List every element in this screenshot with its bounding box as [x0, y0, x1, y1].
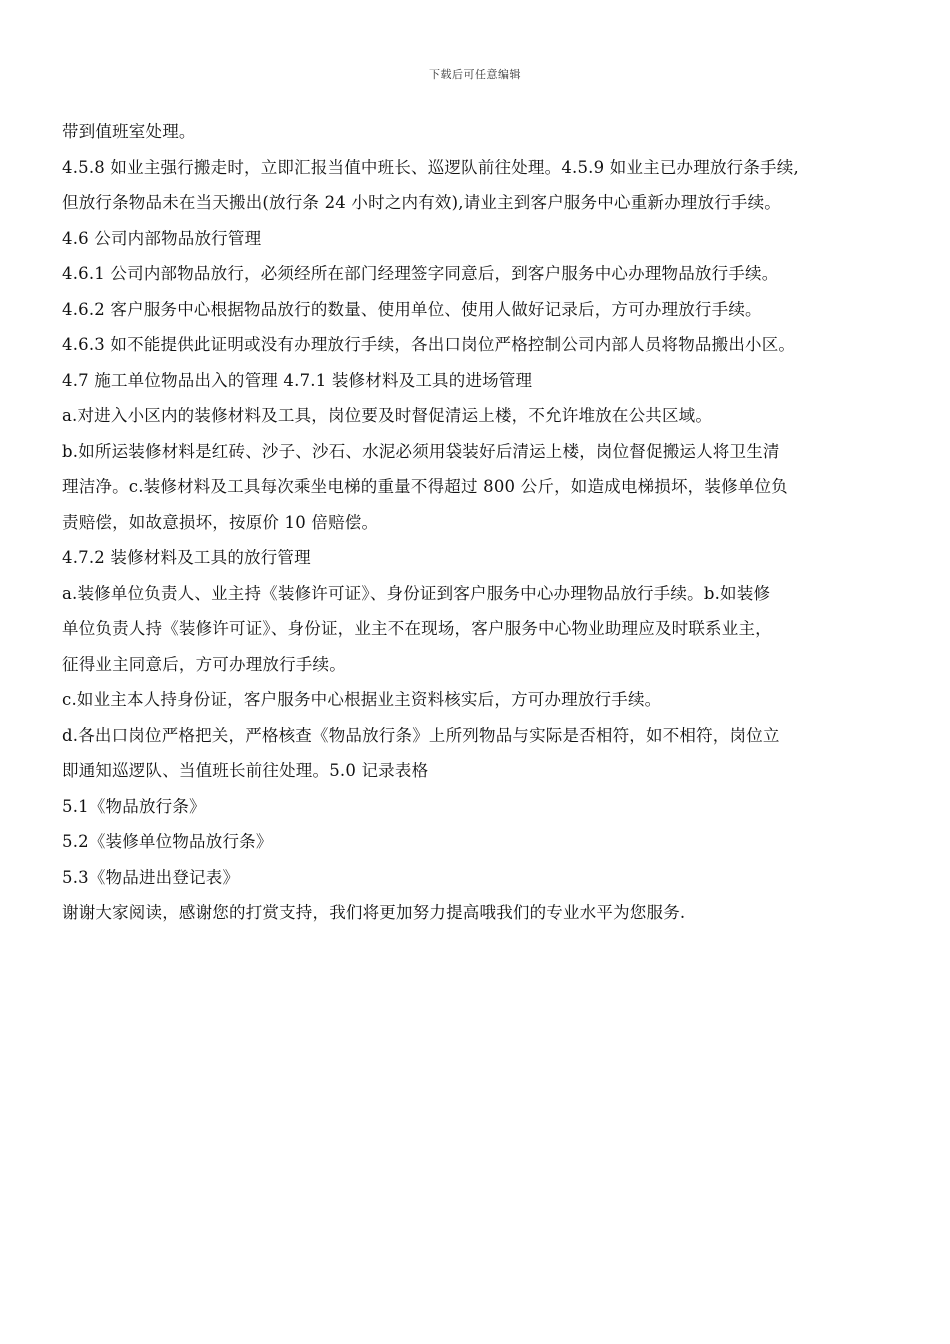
record-form-item: 5.1《物品放行条》 — [62, 796, 206, 816]
body-line: b.如所运装修材料是红砖、沙子、沙石、水泥必须用袋装好后清运上楼，岗位督促搬运人将卫生清 — [62, 441, 780, 461]
section-heading: 4.6 公司内部物品放行管理 — [62, 228, 262, 248]
body-line: 但放行条物品未在当天搬出(放行条 24 小时之内有效),请业主到客户服务中心重新办理放行手续。 — [62, 193, 782, 212]
body-line: c.如业主本人持身份证，客户服务中心根据业主资料核实后，方可办理放行手续。 — [62, 690, 662, 709]
body-line: 即通知巡逻队、当值班长前往处理。5.0 记录表格 — [62, 761, 429, 780]
body-line: 4.6.3 如不能提供此证明或没有办理放行手续，各出口岗位严格控制公司内部人员将物品搬出小区。 — [62, 335, 796, 354]
page-header: 下载后可任意编辑 — [429, 68, 521, 81]
body-line: d.各出口岗位严格把关，严格核查《物品放行条》上所列物品与实际是否相符，如不相符，岗位立 — [62, 725, 780, 745]
section-heading: 4.7 施工单位物品出入的管理 4.7.1 装修材料及工具的进场管理 — [62, 370, 533, 390]
document-body — [62, 122, 892, 939]
body-line: 征得业主同意后，方可办理放行手续。 — [62, 654, 346, 674]
body-line: 带到值班室处理。 — [62, 122, 196, 141]
body-line: a.对进入小区内的装修材料及工具，岗位要及时督促清运上楼，不允许堆放在公共区域。 — [62, 406, 713, 425]
body-line: a.装修单位负责人、业主持《装修许可证》、身份证到客户服务中心办理物品放行手续。b.如装修 — [62, 583, 771, 603]
record-form-item: 5.3《物品进出登记表》 — [62, 867, 240, 887]
body-line: 4.6.1 公司内部物品放行，必须经所在部门经理签字同意后，到客户服务中心办理物品放行手续。 — [62, 264, 779, 283]
body-line: 4.5.8 如业主强行搬走时，立即汇报当值中班长、巡逻队前往处理。4.5.9 如业主已办理放行条手续, — [62, 157, 799, 177]
body-line: 单位负责人持《装修许可证》、身份证，业主不在现场，客户服务中心物业助理应及时联系业主， — [62, 619, 772, 638]
body-line: 4.6.2 客户服务中心根据物品放行的数量、使用单位、使用人做好记录后，方可办理放行手续。 — [62, 299, 762, 319]
body-line: 责赔偿，如故意损坏，按原价 10 倍赔偿。 — [62, 512, 379, 532]
record-form-item: 5.2《装修单位物品放行条》 — [62, 832, 273, 851]
section-heading: 4.7.2 装修材料及工具的放行管理 — [62, 548, 311, 567]
body-line: 理洁净。c.装修材料及工具每次乘坐电梯的重量不得超过 800 公斤，如造成电梯损坏，装修单位负 — [62, 477, 788, 496]
closing-line: 谢谢大家阅读，感谢您的打赏支持，我们将更加努力提高哦我们的专业水平为您服务. — [62, 903, 686, 922]
